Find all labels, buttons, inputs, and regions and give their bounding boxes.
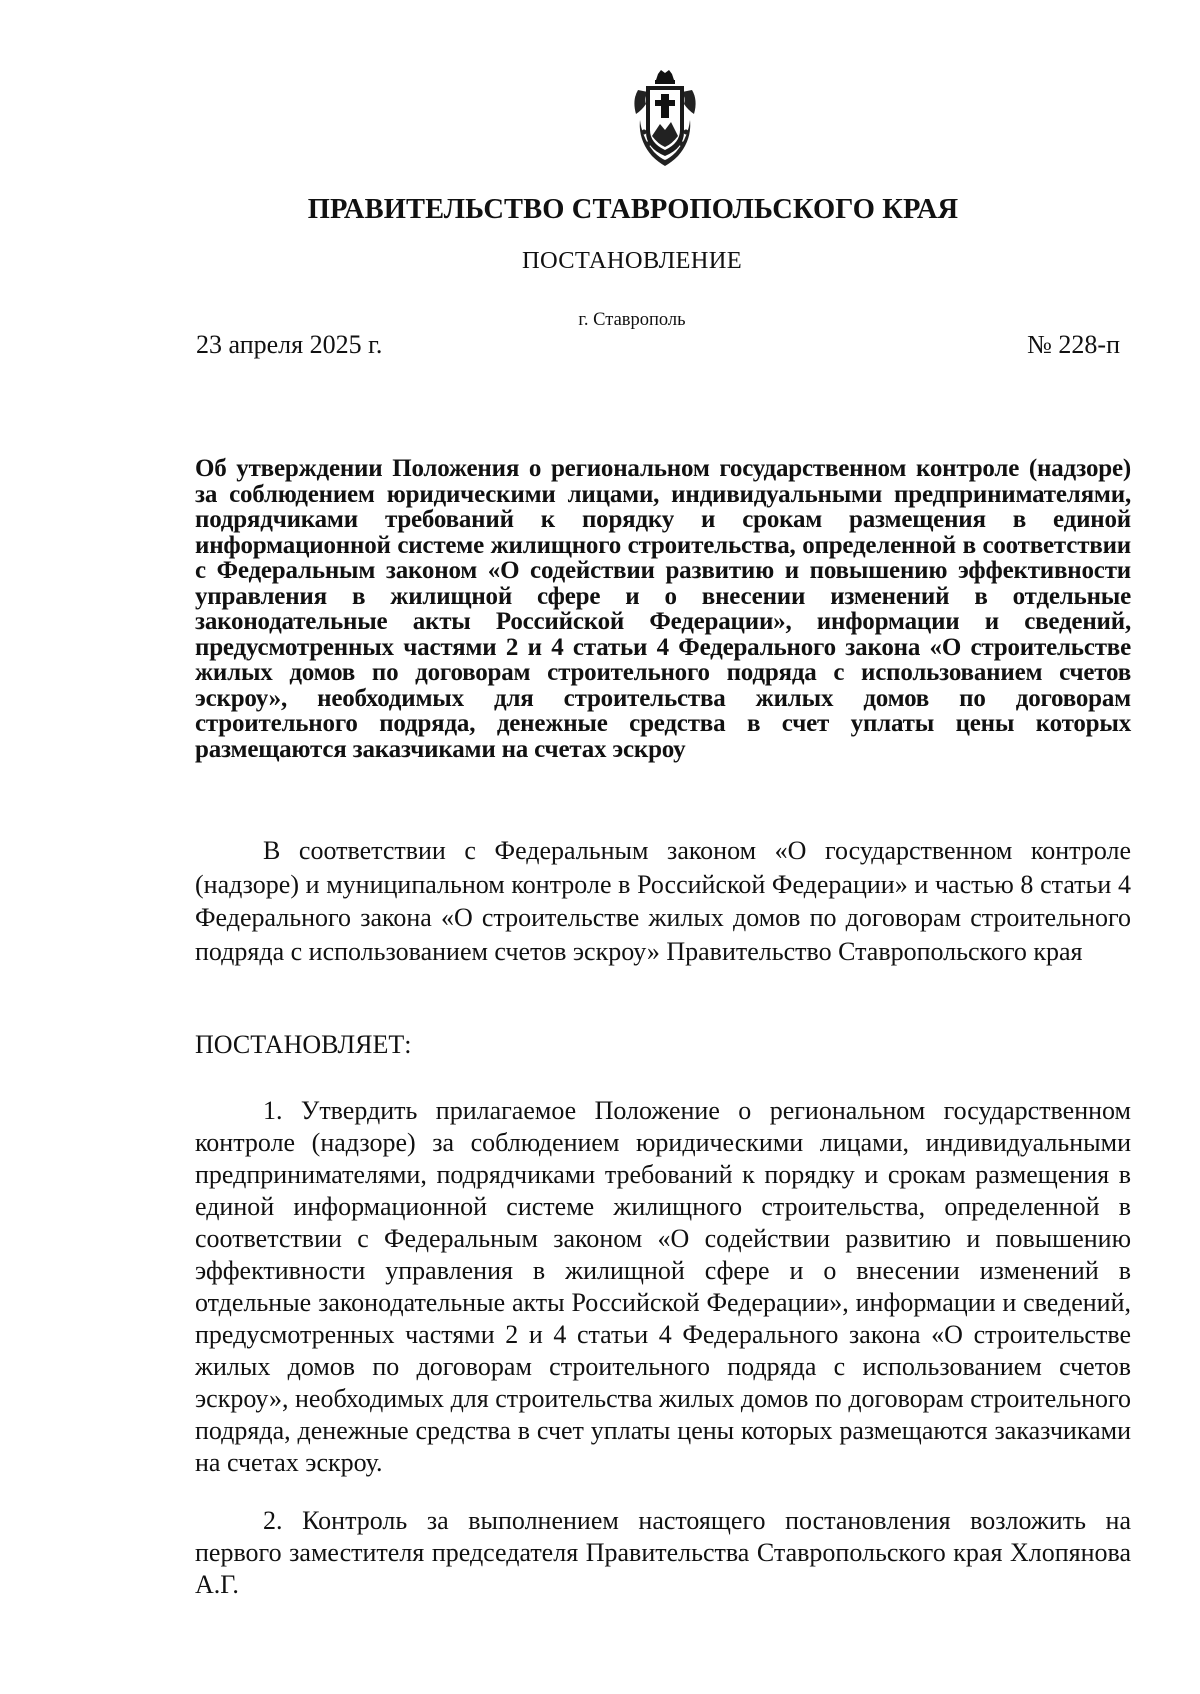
- city: г. Ставрополь: [578, 310, 686, 330]
- clause-2: 2. Контроль за выполнением настоящего постановления возложить на первого заместителя председателя Правительства Ставропольского края Хлопянова А.Г.: [195, 1506, 1131, 1599]
- clause-1: 1. Утвердить прилагаемое Положение о региональном государственном контроле (надзоре) за соблюдением юридическими лицами, индивидуальными предпринимателями, подрядчиками требований к порядку и срокам размещения в единой информационной системе жилищного строительства, определенной в соответствии с Федеральным законом «О содействии развитию и повышению эффективности управления в жилищной сфере и о внесении изменений в отдельные законодательные акты Российской Федерации», информации и сведений, предусмотренных частями 2 и 4 статьи 4 Федерального закона «О строительстве жилых домов по договорам строительного подряда с использованием счетов эскроу», необходимых для строительства жилых домов по договорам строительного подряда, денежные средства в счет уплаты цены которых размещаются заказчиками на счетах эскроу.: [195, 1096, 1131, 1477]
- preamble-paragraph: В соответствии с Федеральным законом «О государственном контроле (надзоре) и муниципальном контроле в Российской Федерации» и частью 8 статьи 4 Федерального закона «О строительстве жилых домов по договорам строительного подряда с использованием счетов эскроу» Правительство Ставропольского края: [195, 836, 1131, 966]
- document-date: 23 апреля 2025 г.: [196, 330, 383, 359]
- document-number: № 228-п: [1027, 330, 1120, 359]
- government-title: ПРАВИТЕЛЬСТВО СТАВРОПОЛЬСКОГО КРАЯ: [307, 194, 959, 225]
- document-subject: Об утверждении Положения о региональном государственном контроле (надзоре) за соблюдением юридическими лицами, индивидуальными предпринимателями, подрядчиками требований к порядку и срокам размещения в единой информационной системе жилищного строительства, определенной в соответствии с Федеральным законом «О содействии развитию и повышению эффективности управления в жилищной сфере и о внесении изменений в отдельные законодательные акты Российской Федерации», информации и сведений, предусмотренных частями 2 и 4 статьи 4 Федерального закона «О строительстве жилых домов по договорам строительного подряда с использованием счетов эскроу», необходимых для строительства жилых домов по договорам строительного подряда, денежные средства в счет уплаты цены которых размещаются заказчиками на счетах эскроу: [195, 455, 1131, 763]
- document-type: ПОСТАНОВЛЕНИЕ: [521, 247, 743, 274]
- coat-of-arms-icon: [628, 70, 702, 170]
- resolves-heading: ПОСТАНОВЛЯЕТ:: [195, 1030, 412, 1059]
